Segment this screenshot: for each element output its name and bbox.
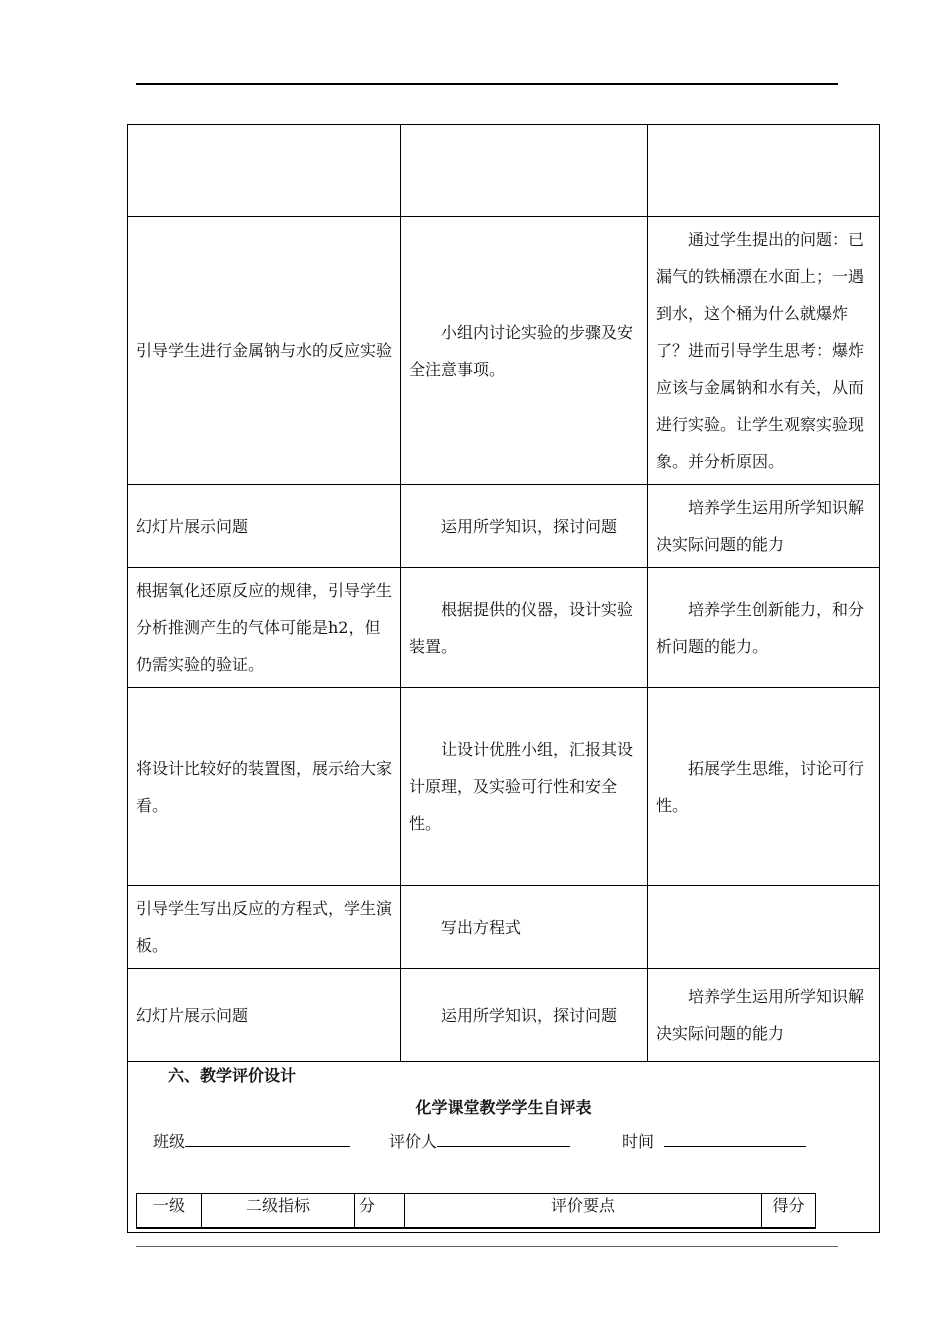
self-evaluation-header-row xyxy=(137,1194,816,1229)
design-intent-cell: 培养学生创新能力，和分析问题的能力。 xyxy=(648,568,880,688)
teacher-activity-cell: 引导学生进行金属钠与水的反应实验 xyxy=(128,217,401,485)
table-row xyxy=(128,217,880,485)
teacher-activity-cell: 将设计比较好的装置图，展示给大家看。 xyxy=(128,688,401,886)
lesson-process-table xyxy=(127,124,880,1233)
evaluation-design-cell xyxy=(128,1062,880,1233)
time-field xyxy=(622,1129,806,1154)
student-activity-cell: 让设计优胜小组，汇报其设计原理，及实验可行性和安全性。 xyxy=(401,688,648,886)
class-field xyxy=(153,1129,350,1154)
student-activity-cell: 运用所学知识，探讨问题 xyxy=(401,969,648,1062)
class-blank xyxy=(185,1129,350,1147)
table-row xyxy=(128,688,880,886)
table-row xyxy=(128,969,880,1062)
table-row xyxy=(128,125,880,217)
evaluation-row xyxy=(128,1062,880,1233)
teacher-activity-cell xyxy=(128,125,401,217)
header-key-points: 评价要点 xyxy=(405,1194,762,1229)
teacher-activity-cell: 幻灯片展示问题 xyxy=(128,485,401,568)
header-level-one: 一级 xyxy=(137,1194,202,1229)
evaluator-label: 评价人 xyxy=(389,1132,438,1151)
design-intent-cell: 拓展学生思维，讨论可行性。 xyxy=(648,688,880,886)
header-score: 得分 xyxy=(762,1194,816,1229)
design-intent-cell: 通过学生提出的问题：已漏气的铁桶漂在水面上；一遇到水，这个桶为什么就爆炸了？进而引导学生思考：爆炸应该与金属钠和水有关，从而进行实验。让学生观察实验现象。并分析原因。 xyxy=(648,217,880,485)
footer-rule xyxy=(136,1246,838,1247)
table-row xyxy=(128,886,880,969)
evaluator-field xyxy=(389,1129,570,1154)
header-points: 分 xyxy=(355,1194,405,1229)
design-intent-cell xyxy=(648,125,880,217)
design-intent-cell: 培养学生运用所学知识解决实际问题的能力 xyxy=(648,969,880,1062)
teacher-activity-cell: 幻灯片展示问题 xyxy=(128,969,401,1062)
teacher-activity-cell: 引导学生写出反应的方程式，学生演板。 xyxy=(128,886,401,969)
student-activity-cell: 运用所学知识，探讨问题 xyxy=(401,485,648,568)
section-title: 六、教学评价设计 xyxy=(168,1066,297,1085)
student-activity-cell: 小组内讨论实验的步骤及安全注意事项。 xyxy=(401,217,648,485)
self-evaluation-title: 化学课堂教学学生自评表 xyxy=(415,1098,592,1117)
time-blank xyxy=(664,1129,806,1147)
table-row xyxy=(128,485,880,568)
table-row xyxy=(128,568,880,688)
self-evaluation-table xyxy=(136,1193,816,1229)
time-label: 时间 xyxy=(622,1132,655,1151)
teacher-activity-cell: 根据氧化还原反应的规律，引导学生分析推测产生的气体可能是h2，但仍需实验的验证。 xyxy=(128,568,401,688)
evaluator-blank xyxy=(437,1129,570,1147)
design-intent-cell xyxy=(648,886,880,969)
design-intent-cell: 培养学生运用所学知识解决实际问题的能力 xyxy=(648,485,880,568)
student-activity-cell: 写出方程式 xyxy=(401,886,648,969)
student-activity-cell: 根据提供的仪器，设计实验装置。 xyxy=(401,568,648,688)
class-label: 班级 xyxy=(153,1132,186,1151)
student-activity-cell xyxy=(401,125,648,217)
header-level-two: 二级指标 xyxy=(202,1194,355,1229)
header-rule xyxy=(136,83,838,85)
